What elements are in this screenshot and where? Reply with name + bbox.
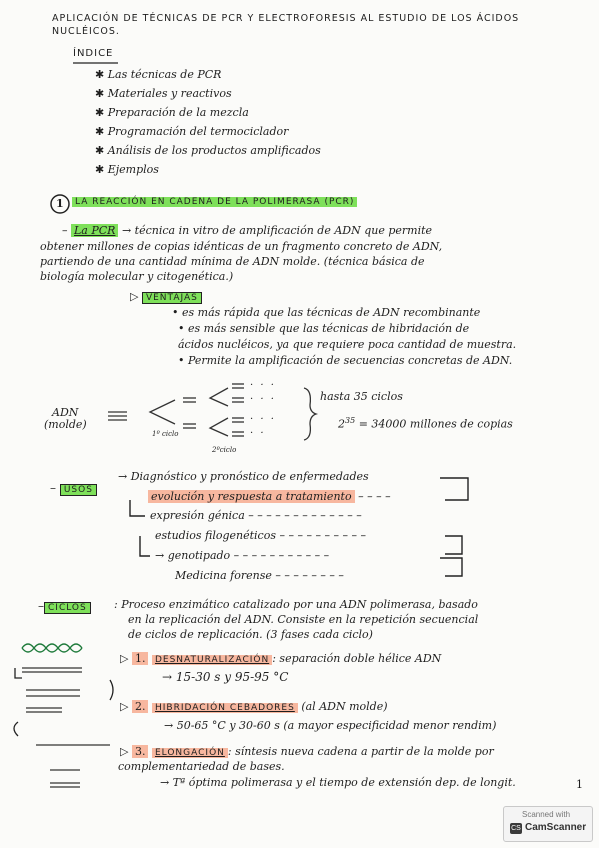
phase2-desc: (al ADN molde)	[301, 700, 388, 713]
ventaja-item: • es más sensible que las técnicas de hibridación de	[178, 322, 469, 335]
page-title-line2: NUCLÉICOS.	[52, 26, 120, 37]
index-item: ✱ Programación del termociclador	[95, 125, 288, 138]
cycles-count: hasta 35 ciclos	[320, 390, 403, 403]
formula-exponent: 35	[345, 416, 356, 425]
phase3-desc-cont: complementariedad de bases.	[118, 760, 285, 773]
usos-item-text: expresión génica	[150, 509, 245, 522]
adn-label: ADN	[52, 406, 79, 419]
definition-line2: obtener millones de copias idénticas de un fragmento concreto de ADN,	[40, 240, 443, 253]
copies-formula	[338, 416, 513, 431]
first-cycle-label: 1º ciclo	[152, 430, 179, 438]
usos-item: Medicina forense – – – – – – – –	[175, 569, 344, 582]
ventaja-item-cont: ácidos nucléicos, ya que requiere poca cantidad de muestra.	[178, 338, 517, 351]
phase1-detail: → 15-30 s y 95-95 °C	[162, 670, 289, 684]
index-item: ✱ Ejemplos	[95, 163, 159, 176]
second-cycle-label: 2ºciclo	[212, 446, 237, 454]
index-item: ✱ Materiales y reactivos	[95, 87, 232, 100]
camscanner-logo-icon: CS	[511, 825, 521, 832]
ciclos-intro-line2: en la replicación del ADN. Consiste en la repetición secuencial	[128, 613, 479, 626]
phase2-row: ▷ 2. HIBRIDACIÓN CEBADORES (al ADN molde)	[120, 700, 388, 713]
definition-line3: partiendo de una cantidad mínima de ADN molde. (técnica básica de	[40, 255, 425, 268]
dots: · ·	[250, 428, 266, 439]
ciclos-intro-line3: de ciclos de replicación. (3 fases cada ciclo)	[128, 628, 373, 641]
watermark-line1: Scanned with	[522, 810, 571, 819]
camscanner-watermark	[503, 806, 593, 842]
dots: · · ·	[250, 394, 276, 405]
phase3-desc: : síntesis nueva cadena a partir de la molde por	[227, 745, 494, 758]
ciclos-row: – CICLOS	[38, 599, 91, 613]
formula-result: = 34000 millones de copias	[358, 417, 513, 431]
section1-heading: LA REACCIÓN EN CADENA DE LA POLIMERASA (PCR)	[72, 197, 357, 207]
usos-item: expresión génica – – – – – – – – – – – – –	[150, 509, 362, 522]
molde-label: (molde)	[44, 418, 87, 431]
phase2-name: HIBRIDACIÓN CEBADORES	[152, 703, 298, 713]
phase3-number: 3.	[132, 745, 149, 758]
phase1-name: DESNATURALIZACIÓN	[152, 655, 272, 665]
ventaja-item: • es más rápida que las técnicas de ADN recombinante	[172, 306, 480, 319]
phase3-detail: → Tª óptima polimerasa y el tiempo de extensión dep. de longit.	[160, 776, 516, 789]
usos-item-text: genotipado	[167, 549, 231, 562]
ciclos-intro-line1: : Proceso enzimático catalizado por una ADN polimerasa, basado	[114, 598, 478, 611]
phase2-detail: → 50-65 °C y 30-60 s (a mayor especificidad menor rendim)	[164, 719, 497, 732]
index-item: ✱ Las técnicas de PCR	[95, 68, 221, 81]
ventajas-label: VENTAJAS	[142, 292, 202, 304]
usos-item-text: Diagnóstico y pronóstico de enfermedades	[130, 470, 369, 483]
index-item: ✱ Preparación de la mezcla	[95, 106, 249, 119]
definition-line1: – La PCR → técnica in vitro de amplificación de ADN que permite	[62, 224, 433, 237]
usos-item-text: Medicina forense	[175, 569, 272, 582]
phase1-desc: : separación doble hélice ADN	[272, 652, 442, 665]
phase3-name: ELONGACIÓN	[152, 748, 228, 758]
phase1-row: ▷ 1. DESNATURALIZACIÓN : separación doble hélice ADN	[120, 652, 442, 665]
usos-label: USOS	[60, 484, 97, 496]
index-heading: ÍNDICE	[73, 48, 114, 59]
page-title-line1: APLICACIÓN DE TÉCNICAS DE PCR Y ELECTROFORESIS AL ESTUDIO DE LOS ÁCIDOS	[52, 13, 520, 24]
usos-item-text: estudios filogenéticos	[155, 529, 276, 542]
dots: · · ·	[250, 380, 276, 391]
phase2-number: 2.	[132, 700, 149, 713]
phase1-number: 1.	[132, 652, 149, 665]
ventaja-item: • Permite la amplificación de secuencias concretas de ADN.	[178, 354, 512, 367]
ciclos-label: CICLOS	[44, 602, 91, 614]
watermark-line2: CamScanner	[525, 822, 587, 833]
usos-item: estudios filogenéticos – – – – – – – – – –	[155, 529, 366, 542]
definition-line4: biología molecular y citogenética.)	[40, 270, 234, 283]
usos-row: – USOS	[50, 481, 97, 495]
definition-text: → técnica in vitro de amplificación de ADN que permite	[121, 224, 433, 237]
ventajas-row: ▷ VENTAJAS	[130, 290, 202, 303]
page-number: 1	[576, 778, 583, 791]
usos-item-text: evolución y respuesta a tratamiento	[148, 490, 355, 503]
section1-number: 1	[56, 197, 64, 210]
index-item: ✱ Análisis de los productos amplificados	[95, 144, 321, 157]
phase3-row: ▷ 3. ELONGACIÓN : síntesis nueva cadena a partir de la molde por	[120, 745, 494, 758]
dots: · · ·	[250, 414, 276, 425]
pcr-term: La PCR	[71, 224, 118, 237]
usos-item: evolución y respuesta a tratamiento – – – –	[148, 490, 391, 503]
formula-base: 2	[338, 417, 345, 431]
usos-item: → Diagnóstico y pronóstico de enfermedades	[118, 470, 369, 483]
usos-item: → genotipado – – – – – – – – – – –	[155, 549, 330, 562]
